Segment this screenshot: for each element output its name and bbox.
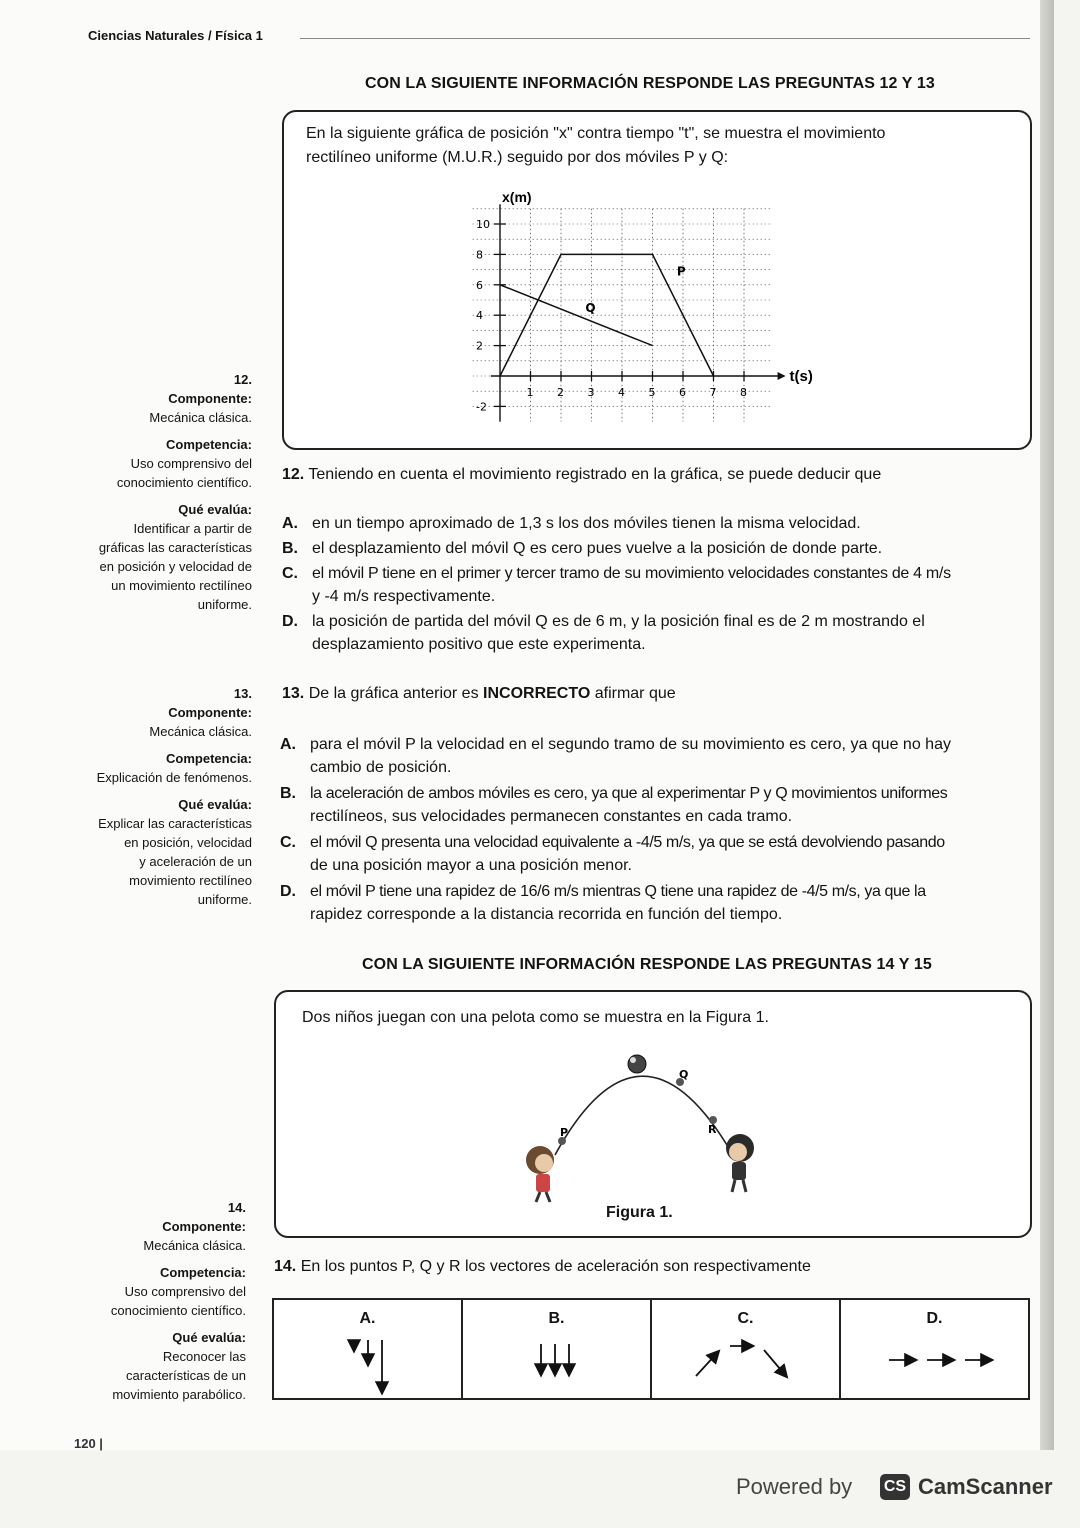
question-number: 12. [282, 466, 305, 483]
q12-option-c[interactable] [282, 562, 1044, 608]
header-rule [300, 38, 1030, 39]
vectors-c-icon [652, 1334, 838, 1396]
side-evalua-l3: movimiento parabólico. [112, 1387, 246, 1402]
side-evalua-label: Qué evalúa: [178, 797, 252, 812]
side-componente: Mecánica clásica. [149, 410, 252, 425]
side-evalua-l1: Identificar a partir de [133, 521, 252, 536]
option-letter: D. [282, 613, 298, 630]
x-tick-label: 8 [740, 386, 747, 399]
sidebar-q14 [111, 1198, 246, 1404]
sidebar-q12 [99, 370, 252, 614]
side-competencia-l1: Uso comprensivo del [124, 1284, 246, 1299]
side-evalua-l2: características de un [126, 1368, 246, 1383]
section-title-14-15: CON LA SIGUIENTE INFORMACIÓN RESPONDE LAS PREGUNTAS 14 Y 15 [362, 956, 932, 973]
y-axis-label: x(m) [502, 189, 532, 206]
option-letter: B. [282, 540, 298, 557]
vectors-b-icon [463, 1334, 649, 1396]
side-competencia-l1: Uso comprensivo del [130, 456, 252, 471]
q12-option-d[interactable] [282, 610, 1042, 656]
side-evalua-l3: en posición y velocidad de [99, 559, 252, 574]
side-competencia-label: Competencia: [166, 437, 252, 452]
side-evalua-l5: uniforme. [197, 597, 252, 612]
option-text-line2: de una posición mayor a una posición menor. [310, 857, 632, 874]
option-text-line1: el móvil P tiene una rapidez de 16/6 m/s mientras Q tiene una rapidez de -4/5 m/s, ya que la [310, 883, 926, 900]
side-evalua-l1: Explicar las características [98, 816, 252, 831]
side-componente: Mecánica clásica. [149, 724, 252, 739]
page-edge [1040, 0, 1054, 1450]
q13-option-a[interactable] [280, 733, 1042, 779]
question-stem: En los puntos P, Q y R los vectores de aceleración son respectivamente [300, 1258, 811, 1275]
figure-intro: Dos niños juegan con una pelota como se muestra en la Figura 1. [302, 1009, 769, 1026]
answer-option-c[interactable] [652, 1300, 841, 1398]
series-label-p: P [676, 264, 686, 279]
question-13 [282, 683, 676, 705]
side-componente-label: Componente: [168, 705, 252, 720]
answer-label: D. [926, 1310, 943, 1327]
child-left-illustration [526, 1146, 554, 1202]
option-text-line2: rapidez corresponde a la distancia recorrida en función del tiempo. [310, 906, 783, 923]
point-p-label: P [560, 1126, 569, 1139]
camscanner-logo-icon: CS [880, 1474, 910, 1500]
y-tick-label: 6 [476, 278, 483, 292]
intro-line-1: En la siguiente gráfica de posición "x" contra tiempo "t", se muestra el movimiento [306, 125, 886, 142]
answer-option-d[interactable] [841, 1300, 1028, 1398]
option-text-line1: para el móvil P la velocidad en el segundo tramo de su movimiento es cero, ya que no hay [310, 736, 951, 753]
question-number: 14. [274, 1258, 297, 1275]
question-stem-pre: De la gráfica anterior es [308, 685, 484, 702]
q12-option-b[interactable] [282, 537, 1042, 561]
point-r-label: R [708, 1123, 717, 1136]
side-evalua-l4: un movimiento rectilíneo [111, 578, 252, 593]
side-number: 14. [227, 1200, 246, 1215]
side-evalua-l2: en posición, velocidad [124, 835, 252, 850]
y-tick-label: -2 [476, 400, 487, 414]
side-competencia-l1: Explicación de fenómenos. [96, 770, 252, 785]
q13-option-b[interactable] [280, 782, 1042, 828]
point-q-label: Q [679, 1068, 689, 1081]
figure-ball-trajectory [500, 1040, 790, 1210]
answer-label: A. [359, 1310, 376, 1327]
question-14 [274, 1256, 811, 1278]
answer-option-a[interactable] [274, 1300, 463, 1398]
page-header: Ciencias Naturales / Física 1 [88, 28, 263, 43]
x-tick-label: 2 [557, 386, 564, 399]
option-letter: C. [282, 565, 298, 582]
side-number: 13. [233, 686, 252, 701]
answer-options-table [272, 1298, 1030, 1400]
x-tick-label: 6 [679, 386, 686, 399]
x-tick-label: 1 [526, 386, 534, 399]
option-text-line1: la aceleración de ambos móviles es cero, ya que al experimentar P y Q movimientos uniformes [310, 785, 948, 802]
question-12 [282, 464, 881, 486]
y-tick-label: 4 [476, 309, 483, 323]
side-competencia-label: Competencia: [160, 1265, 246, 1280]
side-evalua-l5: uniforme. [197, 892, 252, 907]
option-letter: D. [280, 883, 296, 900]
child-right-illustration [726, 1134, 754, 1192]
y-tick-label: 10 [476, 218, 490, 231]
side-componente: Mecánica clásica. [143, 1238, 246, 1253]
side-evalua-l4: movimiento rectilíneo [129, 873, 252, 888]
question-stem-post: afirmar que [590, 685, 676, 702]
answer-label: C. [737, 1310, 754, 1327]
x-tick-label: 5 [648, 386, 656, 399]
y-tick-label: 8 [476, 248, 483, 262]
camscanner-name: CamScanner [918, 1474, 1053, 1499]
answer-label: B. [548, 1310, 565, 1327]
side-componente-label: Componente: [168, 391, 252, 406]
x-axis-arrowhead [778, 372, 786, 380]
side-evalua-l3: y aceleración de un [139, 854, 252, 869]
q13-option-d[interactable] [280, 880, 1042, 926]
side-evalua-l2: gráficas las características [98, 540, 252, 555]
question-stem: Teniendo en cuenta el movimiento registrado en la gráfica, se puede deducir que [308, 466, 882, 483]
option-text-line2: y -4 m/s respectivamente. [312, 588, 496, 605]
x-tick-label: 3 [587, 386, 595, 399]
option-text-line1: el móvil P tiene en el primer y tercer tramo de su movimiento velocidades constantes de 4 m/s [312, 565, 951, 582]
vectors-d-icon [841, 1334, 1047, 1396]
intro-line-2: rectilíneo uniforme (M.U.R.) seguido por dos móviles P y Q: [306, 149, 729, 166]
powered-by-text: Powered by [736, 1474, 853, 1499]
section-title-12-13: CON LA SIGUIENTE INFORMACIÓN RESPONDE LAS PREGUNTAS 12 Y 13 [365, 75, 935, 92]
side-number: 12. [233, 372, 252, 387]
q12-option-a[interactable] [282, 512, 1042, 536]
option-letter: B. [280, 785, 296, 802]
side-componente-label: Componente: [162, 1219, 246, 1234]
side-competencia-l2: conocimiento científico. [110, 1303, 246, 1318]
option-letter: A. [282, 515, 298, 532]
figure-caption: Figura 1. [606, 1204, 673, 1221]
vectors-a-icon [274, 1334, 460, 1396]
question-stem-bold: INCORRECTO [483, 685, 591, 702]
series-label-q: Q [585, 301, 596, 316]
option-text: en un tiempo aproximado de 1,3 s los dos móviles tienen la misma velocidad. [312, 515, 861, 532]
option-text-line2: desplazamiento positivo que este experimenta. [312, 636, 646, 653]
position-time-graph [460, 180, 820, 430]
question-number: 13. [282, 685, 305, 702]
x-tick-label: 4 [618, 386, 625, 399]
answer-option-b[interactable] [463, 1300, 652, 1398]
page-number: 120 | [74, 1436, 103, 1451]
x-tick-label: 7 [709, 386, 717, 399]
side-evalua-label: Qué evalúa: [172, 1330, 246, 1345]
option-text: el desplazamiento del móvil Q es cero pues vuelve a la posición de donde parte. [312, 540, 883, 557]
side-competencia-label: Competencia: [166, 751, 252, 766]
y-tick-label: 2 [476, 339, 483, 353]
side-evalua-label: Qué evalúa: [178, 502, 252, 517]
option-letter: C. [280, 834, 296, 851]
side-evalua-l1: Reconocer las [162, 1349, 246, 1364]
option-text-line1: el móvil Q presenta una velocidad equivalente a -4/5 m/s, ya que se está devolviendo pasando [310, 834, 945, 851]
option-text-line1: la posición de partida del móvil Q es de 6 m, y la posición final es de 2 m mostrando el [312, 613, 925, 630]
option-letter: A. [280, 736, 296, 753]
side-competencia-l2: conocimiento científico. [116, 475, 252, 490]
option-text-line2: cambio de posición. [310, 759, 452, 776]
sidebar-q13 [97, 684, 252, 909]
x-axis-label: t(s) [789, 368, 813, 385]
q13-option-c[interactable] [280, 831, 1042, 877]
option-text-line2: rectilíneos, sus velocidades permanecen constantes en cada tramo. [310, 808, 793, 825]
